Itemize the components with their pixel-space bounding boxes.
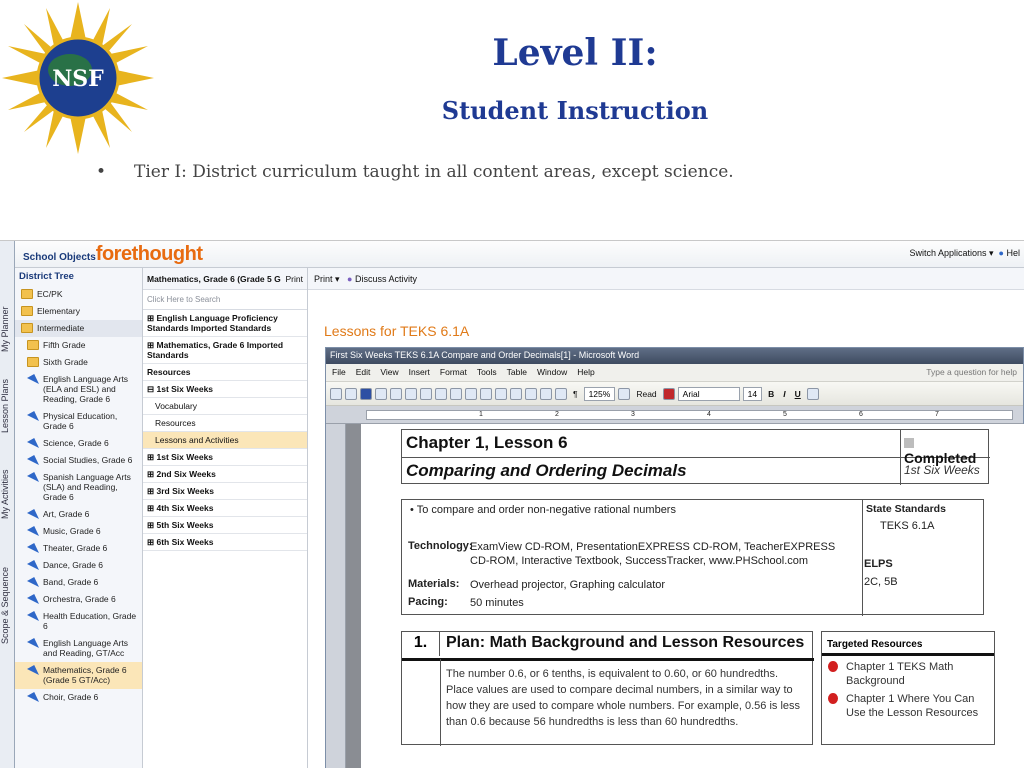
redo-icon[interactable]	[495, 388, 507, 400]
tree-item-label[interactable]: Intermediate	[37, 323, 85, 333]
horizontal-ruler[interactable]	[326, 406, 1023, 424]
ruler-strip	[366, 410, 1013, 420]
search-field[interactable]: Click Here to Search	[143, 290, 307, 310]
print-icon[interactable]	[390, 388, 402, 400]
pin-icon	[27, 665, 39, 675]
pin-icon	[27, 438, 39, 448]
completed-label: Completed	[904, 450, 977, 466]
tree-item[interactable]	[15, 435, 142, 452]
bullet-mark: •	[96, 162, 107, 182]
tree-item-label[interactable]: English Language Arts and Reading, GT/Acc	[43, 638, 129, 658]
curriculum-row[interactable]: Vocabulary	[143, 398, 307, 415]
underline-icon[interactable]: U	[794, 388, 801, 399]
tree-item[interactable]	[15, 540, 142, 557]
pin-icon	[27, 638, 39, 648]
apple-icon	[828, 693, 838, 704]
print-button[interactable]: Print	[285, 273, 303, 284]
tab-lesson-plans[interactable]: Lesson Plans	[0, 378, 10, 434]
cut-icon[interactable]	[435, 388, 447, 400]
tree-item-label[interactable]: EC/PK	[37, 289, 63, 299]
undo-icon[interactable]	[480, 388, 492, 400]
curriculum-list	[143, 310, 307, 551]
curriculum-title: Mathematics, Grade 6 (Grade 5 G	[147, 273, 281, 284]
font-size-select[interactable]: 14	[743, 387, 762, 401]
font-select[interactable]: Arial	[678, 387, 740, 401]
pilcrow-icon[interactable]: ¶	[573, 388, 578, 399]
open-icon[interactable]	[345, 388, 357, 400]
tab-my-activities[interactable]: My Activities	[0, 469, 10, 519]
curriculum-row[interactable]: ⊞ 2nd Six Weeks	[143, 466, 307, 483]
bullet-text: Tier I: District curriculum taught in all content areas, except science.	[134, 162, 734, 182]
tree-item-label[interactable]: Spanish Language Arts (SLA) and Reading, Grade 6	[43, 472, 131, 502]
resource-label[interactable]: Chapter 1 TEKS Math Background	[846, 661, 954, 687]
tree-list	[15, 286, 142, 706]
bold-icon[interactable]: B	[768, 388, 775, 399]
menu-table[interactable]: Table	[506, 367, 527, 377]
save-icon[interactable]	[360, 388, 372, 400]
folder-icon	[21, 323, 33, 333]
resource-label[interactable]: Chapter 1 Where You Can Use the Lesson Resources	[846, 693, 979, 719]
switch-applications-menu[interactable]: Switch Applications ▾ ● Hel	[909, 248, 1020, 258]
curriculum-panel	[143, 268, 308, 768]
elps-label: ELPS	[864, 558, 893, 570]
objective-text: • To compare and order non-negative rational numbers	[410, 504, 676, 516]
word-title-bar: First Six Weeks TEKS 6.1A Compare and Order Decimals[1] - Microsoft Word	[326, 348, 1023, 364]
word-menu-bar	[326, 364, 1023, 382]
tree-header: District Tree	[19, 271, 74, 282]
table-icon[interactable]	[525, 388, 537, 400]
lesson-title: Comparing and Ordering Decimals	[406, 461, 687, 480]
folder-icon	[27, 357, 39, 367]
tree-item-label[interactable]: Elementary	[37, 306, 80, 316]
tree-item-label[interactable]: Choir, Grade 6	[43, 692, 99, 702]
tree-item[interactable]	[15, 469, 142, 506]
plan-number: 1.	[402, 632, 440, 656]
curriculum-row[interactable]: Lessons and Activities	[143, 432, 307, 449]
menu-help[interactable]: Help	[577, 367, 595, 377]
tree-item-label[interactable]: Physical Education, Grade 6	[43, 411, 118, 431]
style-icon[interactable]	[663, 388, 675, 400]
plan-title: Plan: Math Background and Lesson Resources	[446, 634, 805, 651]
menu-edit[interactable]: Edit	[355, 367, 371, 377]
tree-item[interactable]	[15, 506, 142, 523]
resource-item[interactable]	[822, 688, 994, 720]
menu-view[interactable]: View	[380, 367, 399, 377]
menu-insert[interactable]: Insert	[408, 367, 430, 377]
pin-icon	[27, 374, 39, 384]
state-standards-label: State Standards	[866, 503, 946, 515]
technology-label: Technology:	[408, 540, 473, 552]
tree-item-label[interactable]: Sixth Grade	[43, 357, 88, 367]
read-button[interactable]: Read	[636, 388, 657, 399]
weeks-label: 1st Six Weeks	[904, 463, 980, 477]
pin-icon	[27, 526, 39, 536]
italic-icon[interactable]: I	[783, 388, 786, 399]
print-menu-button[interactable]: Print ▾	[314, 274, 340, 284]
ruler-number: 7	[935, 411, 939, 418]
tree-item-label[interactable]: Fifth Grade	[43, 340, 86, 350]
spelling-icon[interactable]	[420, 388, 432, 400]
tree-item-label[interactable]: English Language Arts (ELA and ESL) and Reading, Grade 6	[43, 374, 129, 404]
activity-panel	[308, 268, 1024, 768]
tree-item[interactable]	[15, 662, 142, 689]
tree-item-label[interactable]: Art, Grade 6	[43, 509, 90, 519]
tree-item[interactable]	[15, 635, 142, 662]
tree-item-label[interactable]: Music, Grade 6	[43, 526, 101, 536]
drawing-icon[interactable]	[555, 388, 567, 400]
tree-item-label[interactable]: Band, Grade 6	[43, 577, 99, 587]
lessons-title: Lessons for TEKS 6.1A	[324, 323, 470, 339]
objectives-table	[401, 499, 984, 615]
curriculum-row[interactable]: ⊞ 5th Six Weeks	[143, 517, 307, 534]
tree-item[interactable]	[15, 320, 142, 337]
word-window	[325, 347, 1024, 768]
vertical-tab-strip	[0, 241, 15, 768]
tree-item[interactable]	[15, 452, 142, 469]
elps-value: 2C, 5B	[864, 576, 898, 588]
tree-item-label[interactable]: Mathematics, Grade 6 (Grade 5 GT/Acc)	[43, 665, 127, 685]
pin-icon	[27, 543, 39, 553]
pin-icon	[27, 472, 39, 482]
bullet-item	[96, 162, 734, 182]
tree-item[interactable]	[15, 689, 142, 706]
curriculum-row[interactable]: ⊞ 4th Six Weeks	[143, 500, 307, 517]
curriculum-row[interactable]: ⊞ Mathematics, Grade 6 Imported Standards	[143, 337, 307, 364]
targeted-resources-box	[821, 631, 995, 745]
zoom-select[interactable]: 125%	[584, 387, 616, 401]
plan-text: The number 0.6, or 6 tenths, is equivalent to 0.60, or 60 hundredths. Place values are used to compare decimal numbers, in a similar way to how they are used to compare whole numbers. For example, 0.56 is less than 0.6 because 56 hundredths is less than 60 hundredths.	[446, 668, 801, 728]
tree-item[interactable]	[15, 303, 142, 320]
pin-icon	[27, 411, 39, 421]
completed-checkbox[interactable]	[904, 434, 988, 466]
nsf-logo-text: NSF	[52, 66, 104, 92]
document-area	[326, 424, 1024, 768]
apple-icon	[828, 661, 838, 672]
ruler-number: 5	[783, 411, 787, 418]
pin-icon	[27, 509, 39, 519]
columns-icon[interactable]	[540, 388, 552, 400]
ask-question-box[interactable]: Type a question for help	[926, 367, 1017, 377]
app-header	[15, 241, 1024, 268]
tab-my-planner[interactable]: My Planner	[0, 306, 10, 352]
curriculum-row[interactable]: ⊞ 1st Six Weeks	[143, 449, 307, 466]
tree-item[interactable]	[15, 574, 142, 591]
document-page[interactable]	[361, 424, 1024, 768]
targeted-resources-label: Targeted Resources	[822, 632, 994, 656]
technology-value: ExamView CD-ROM, PresentationEXPRESS CD-ROM, TeacherEXPRESS CD-ROM, Interactive Textbook, SuccessTracker, www.PHSchool.com	[470, 541, 836, 567]
curriculum-header	[143, 268, 307, 290]
curriculum-row[interactable]: Resources	[143, 415, 307, 432]
tree-item-label[interactable]: Orchestra, Grade 6	[43, 594, 116, 604]
hyperlink-icon[interactable]	[510, 388, 522, 400]
slide-subtitle: Student Instruction	[441, 96, 709, 125]
menu-format[interactable]: Format	[439, 367, 467, 377]
align-icon[interactable]	[807, 388, 819, 400]
activity-toolbar: Print ▾ ● Discuss Activity	[308, 268, 1024, 290]
permission-icon[interactable]	[375, 388, 387, 400]
tab-scope-sequence[interactable]: Scope & Sequence	[0, 566, 10, 644]
pacing-label: Pacing:	[408, 596, 448, 608]
tree-item-label[interactable]: Theater, Grade 6	[43, 543, 108, 553]
pin-icon	[27, 577, 39, 587]
curriculum-row[interactable]: ⊞ 3rd Six Weeks	[143, 483, 307, 500]
tree-item-label[interactable]: Social Studies, Grade 6	[43, 455, 133, 465]
preview-icon[interactable]	[405, 388, 417, 400]
help-icon[interactable]	[618, 388, 630, 400]
tree-item[interactable]	[15, 286, 142, 303]
tree-item[interactable]	[15, 523, 142, 540]
menu-window[interactable]: Window	[537, 367, 568, 377]
tree-item-label[interactable]: Science, Grade 6	[43, 438, 109, 448]
lesson-header-table	[401, 429, 989, 484]
folder-icon	[21, 306, 33, 316]
ruler-number: 2	[555, 411, 559, 418]
pin-icon	[27, 560, 39, 570]
copy-icon[interactable]	[450, 388, 462, 400]
plan-section	[401, 631, 813, 745]
materials-value: Overhead projector, Graphing calculator	[470, 579, 666, 591]
new-doc-icon[interactable]	[330, 388, 342, 400]
paste-icon[interactable]	[465, 388, 477, 400]
menu-tools[interactable]: Tools	[476, 367, 497, 377]
tree-item-label[interactable]: Health Education, Grade 6	[43, 611, 137, 631]
app-screenshot	[0, 240, 1024, 768]
state-standards-value: TEKS 6.1A	[880, 520, 935, 532]
pin-icon	[27, 594, 39, 604]
vertical-ruler	[326, 424, 346, 768]
nsf-logo	[0, 0, 156, 156]
word-toolbar	[326, 382, 1023, 406]
tree-item-label[interactable]: Dance, Grade 6	[43, 560, 104, 570]
discuss-activity-button[interactable]: Discuss Activity	[355, 274, 418, 284]
tree-item[interactable]	[15, 371, 142, 408]
curriculum-row[interactable]: ⊞ 6th Six Weeks	[143, 534, 307, 551]
ruler-number: 6	[859, 411, 863, 418]
tree-item[interactable]	[15, 408, 142, 435]
help-link[interactable]: Hel	[1006, 248, 1020, 258]
brand-big: forethought	[95, 243, 203, 265]
tree-item[interactable]	[15, 591, 142, 608]
menu-file[interactable]: File	[332, 367, 346, 377]
slide-title: Level II:	[492, 32, 658, 74]
ruler-number: 3	[631, 411, 635, 418]
district-tree	[15, 268, 143, 768]
pin-icon	[27, 692, 39, 702]
folder-icon	[27, 340, 39, 350]
materials-label: Materials:	[408, 578, 460, 590]
tree-item[interactable]	[15, 354, 142, 371]
curriculum-row[interactable]: ⊟ 1st Six Weeks	[143, 381, 307, 398]
folder-icon	[21, 289, 33, 299]
resource-item[interactable]	[822, 656, 994, 688]
brand-small: School Objects	[23, 252, 96, 263]
tree-item[interactable]	[15, 608, 142, 635]
curriculum-row[interactable]: ⊞ English Language Proficiency Standards Imported Standards	[143, 310, 307, 337]
tree-item[interactable]	[15, 557, 142, 574]
chapter-title: Chapter 1, Lesson 6	[406, 433, 568, 452]
pacing-value: 50 minutes	[470, 597, 524, 609]
tree-item[interactable]	[15, 337, 142, 354]
pin-icon	[27, 455, 39, 465]
switch-apps-label[interactable]: Switch Applications ▾	[909, 248, 994, 258]
ruler-number: 4	[707, 411, 711, 418]
pin-icon	[27, 611, 39, 621]
checkbox-icon[interactable]	[904, 438, 914, 448]
ruler-number: 1	[479, 411, 483, 418]
curriculum-row[interactable]: Resources	[143, 364, 307, 381]
app-logo	[23, 243, 202, 266]
